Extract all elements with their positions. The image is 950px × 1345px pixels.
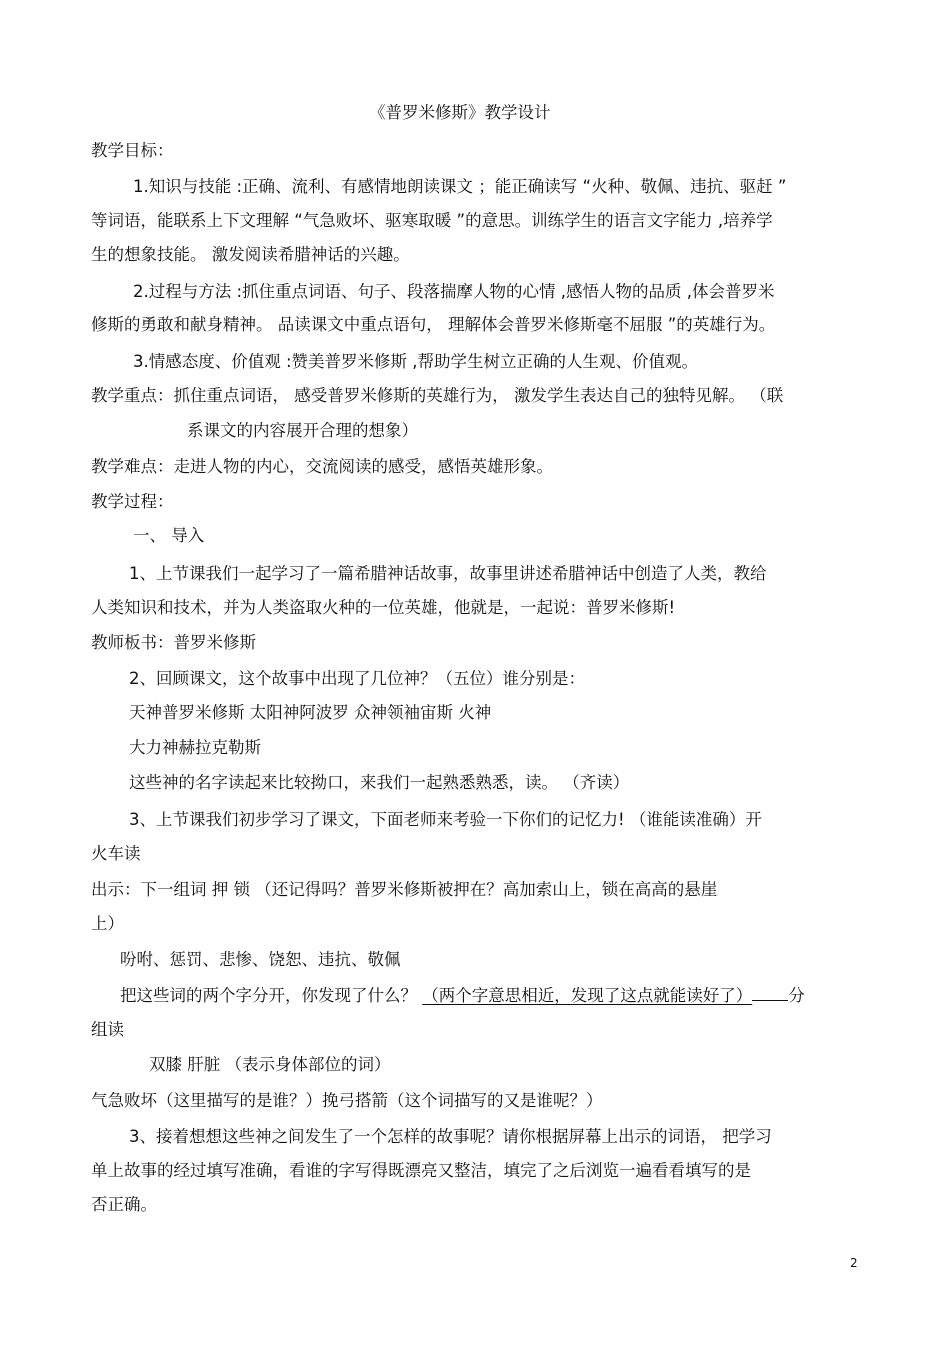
process-heading: 教学过程： [91,492,174,511]
show-words-line-2: 上） [91,914,124,933]
show-words-line-1: 出示：下一组词 押 锁 （还记得吗？普罗米修斯被押在？高加索山上，锁在高高的悬崖 [91,880,718,899]
section-intro-heading: 一、 导入 [133,526,205,545]
document-title: 《普罗米修斯》教学设计 [369,103,551,122]
split-question-line-1 [120,985,805,1007]
idioms-line: 气急败坏（这里描写的是谁？）挽弓搭箭（这个词描写的又是谁呢？） [91,1091,603,1110]
objective-1-line-3: 生的想象技能。 激发阅读希腊神话的兴趣。 [91,245,410,264]
key-point-line-1: 教学重点：抓住重点词语， 感受普罗米修斯的英雄行为， 激发学生表达自己的独特见解。 （联 [91,386,784,405]
gods-reading-note: 这些神的名字读起来比较拗口，来我们一起熟悉熟悉，读。 （齐读） [129,773,630,792]
objectives-heading: 教学目标： [91,141,174,160]
paragraph-3-line-1: 3、上节课我们初步学习了课文，下面老师来考验一下你们的记忆力! （谁能读准确）开 [129,810,762,829]
gods-list-line-1: 天神普罗米修斯 太阳神阿波罗 众神领袖宙斯 火神 [129,703,492,722]
split-question-line-2: 组读 [91,1020,124,1039]
body-part-words: 双膝 肝脏 （表示身体部位的词） [149,1055,391,1074]
objective-1-line-1: 1.知识与技能 :正确、流利、有感情地朗读课文 ；能正确读写 “火种、敬佩、违抗、驱赶 ” [133,177,787,196]
paragraph-4-line-1: 3、接着想想这些神之间发生了一个怎样的故事呢？请你根据屏幕上出示的词语， 把学习 [129,1127,772,1146]
answer-underline-tail [752,986,788,1001]
paragraph-3-line-2: 火车读 [91,844,141,863]
objective-2-line-1: 2.过程与方法 :抓住重点词语、句子、段落揣摩人物的心情 ,感悟人物的品质 ,体会普罗米 [133,282,775,301]
paragraph-4-line-2: 单上故事的经过填写准确，看谁的字写得既漂亮又整洁，填完了之后浏览一遍看看填写的是 [91,1161,751,1180]
split-question-tail: 分 [788,986,805,1005]
page-number: 2 [850,1256,858,1270]
key-point-line-2: 系课文的内容展开合理的想象） [187,421,418,440]
board-writing: 教师板书：普罗米修斯 [91,633,256,652]
objective-3: 3.情感态度、价值观 :赞美普罗米修斯 ,帮助学生树立正确的人生观、价值观。 [133,352,699,371]
objective-1-line-2: 等词语，能联系上下文理解 “气急败坏、驱寒取暖 ”的意思。训练学生的语言文字能力 ,培养学 [91,211,773,230]
objective-2-line-2: 修斯的勇敢和献身精神。 品读课文中重点语句， 理解体会普罗米修斯毫不屈服 ”的英雄行为。 [91,315,776,334]
paragraph-1-line-2: 人类知识和技术，并为人类盗取火种的一位英雄，他就是，一起说：普罗米修斯! [91,598,676,617]
paragraph-2: 2、回顾课文，这个故事中出现了几位神？（五位）谁分别是： [129,669,585,688]
split-question-text: 把这些词的两个字分开，你发现了什么？ [120,986,423,1005]
paragraph-4-line-3: 否正确。 [91,1195,157,1214]
difficulty: 教学难点：走进人物的内心，交流阅读的感受，感悟英雄形象。 [91,457,553,476]
paragraph-1-line-1: 1、上节课我们一起学习了一篇希腊神话故事，故事里讲述希腊神话中创造了人类，教给 [129,564,767,583]
word-list: 吩咐、惩罚、悲惨、饶恕、违抗、敬佩 [120,950,401,969]
split-answer-underlined: （两个字意思相近，发现了这点就能读好了） [422,986,753,1005]
gods-list-line-2: 大力神赫拉克勒斯 [129,738,261,757]
